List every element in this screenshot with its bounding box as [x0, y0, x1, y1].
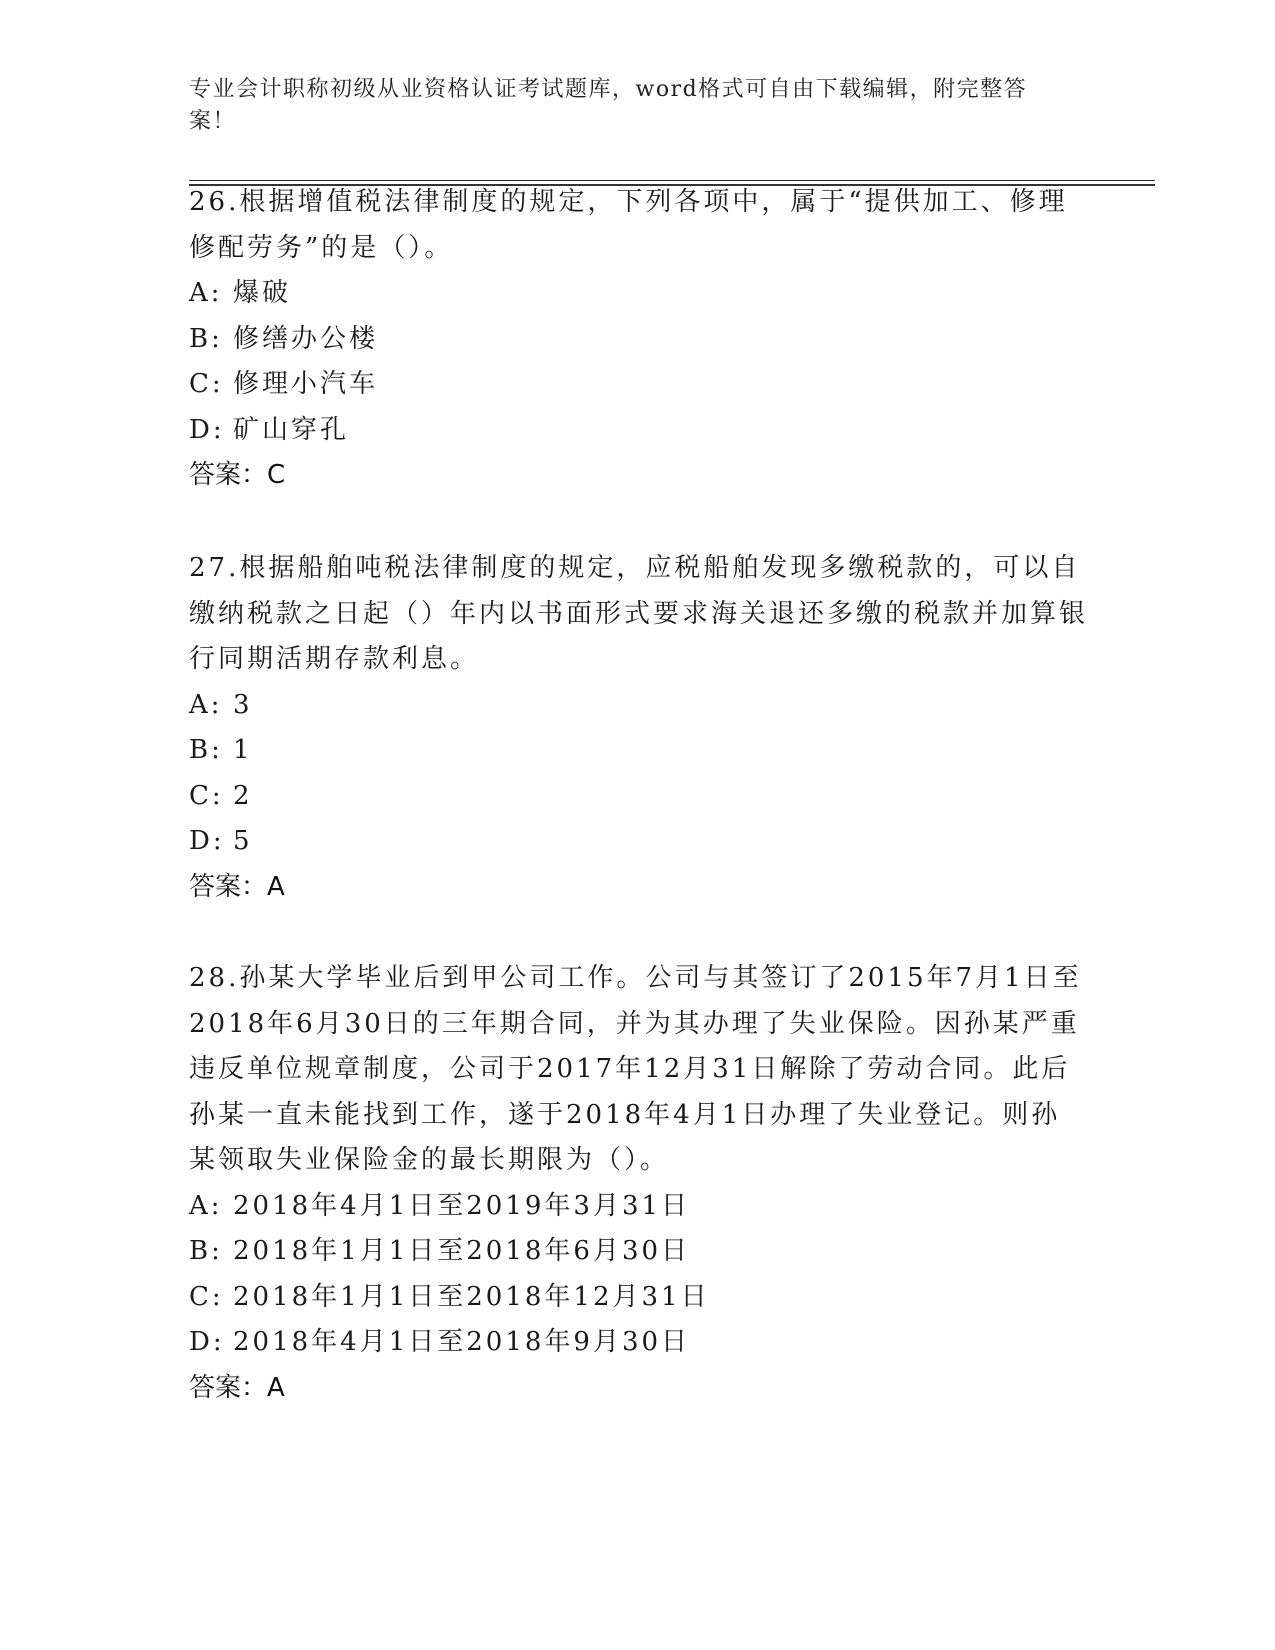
option-text: 2 [233, 780, 253, 811]
option-text: 2018年4月1日至2019年3月31日 [233, 1190, 691, 1221]
option-letter: A: [189, 689, 223, 720]
option-d [189, 1320, 1089, 1366]
question-stem: 28.孙某大学毕业后到甲公司工作。公司与其签订了2015年7月1日至2018年6月30日的三年期合同，并为其办理了失业保险。因孙某严重违反单位规章制度，公司于2017年12月31日解除了劳动合同。此后孙某一直未能找到工作，遂于2018年4月1日办理了失业登记。则孙某领取失业保险金的最长期限为（）。 [189, 963, 1082, 1175]
option-letter: C: [189, 1281, 224, 1312]
question-27 [189, 546, 1089, 910]
option-letter: A: [189, 278, 223, 308]
option-text: 2018年1月1日至2018年12月31日 [233, 1281, 710, 1312]
page-header: 专业会计职称初级从业资格认证考试题库，word格式可自由下载编辑，附完整答案！ [189, 77, 1028, 134]
option-a [189, 1184, 1089, 1230]
question-28 [189, 956, 1089, 1411]
option-text: 1 [233, 735, 253, 765]
option-a [189, 271, 1089, 317]
option-letter: C: [189, 369, 224, 399]
option-text: 爆破 [233, 278, 292, 308]
option-d [189, 408, 1089, 454]
question-26 [189, 180, 1089, 499]
option-text: 修缮办公楼 [233, 323, 379, 354]
answer: 答案：A [189, 871, 285, 902]
answer: 答案：A [189, 1372, 285, 1403]
option-letter: B: [189, 1236, 223, 1266]
option-text: 5 [233, 826, 253, 856]
option-text: 2018年4月1日至2018年9月30日 [233, 1327, 691, 1357]
option-text: 2018年1月1日至2018年6月30日 [233, 1236, 691, 1266]
option-c [189, 1275, 1089, 1321]
option-b [189, 1229, 1089, 1275]
question-stem: 26.根据增值税法律制度的规定，下列各项中，属于“提供加工、修理修配劳务”的是（）。 [189, 187, 1068, 263]
question-stem: 27.根据船舶吨税法律制度的规定，应税船舶发现多缴税款的，可以自缴纳税款之日起（）年内以书面形式要求海关退还多缴的税款并加算银行同期活期存款利息。 [189, 553, 1089, 674]
option-letter: D: [189, 1327, 225, 1357]
option-letter: D: [189, 414, 225, 445]
option-b [189, 317, 1089, 363]
option-a [189, 683, 1089, 729]
option-letter: A: [189, 1190, 223, 1221]
option-letter: B: [189, 323, 223, 354]
option-text: 3 [233, 689, 253, 720]
option-text: 修理小汽车 [233, 369, 379, 399]
option-letter: B: [189, 735, 223, 765]
option-letter: D: [189, 826, 225, 856]
option-c [189, 362, 1089, 408]
option-text: 矿山穿孔 [233, 414, 350, 445]
option-d [189, 819, 1089, 865]
option-letter: C: [189, 780, 224, 811]
option-c [189, 774, 1089, 820]
option-b [189, 728, 1089, 774]
answer: 答案：C [189, 460, 286, 490]
